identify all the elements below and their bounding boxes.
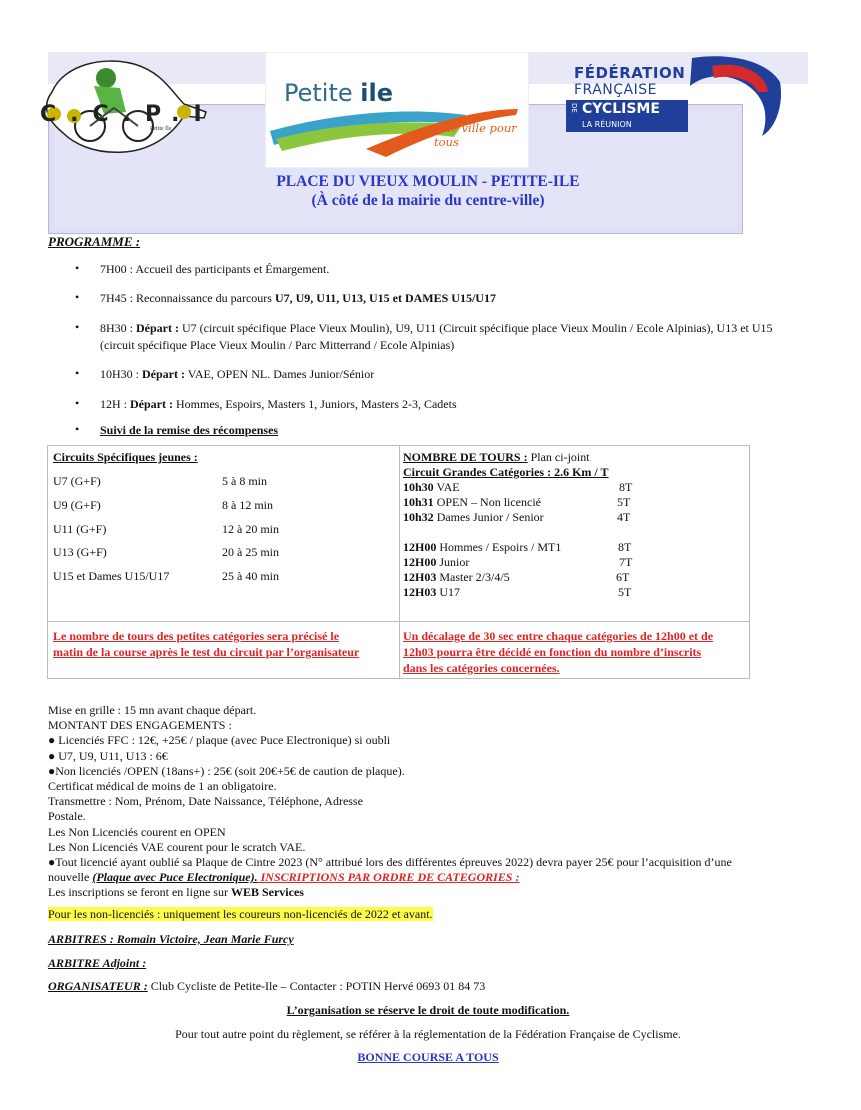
ccpi-logo-text: C.C.P.I [40,102,216,127]
reserve-rights: L’organisation se réserve le droit de toute modification. [286,1003,570,1017]
ffc-line1: FÉDÉRATION [574,64,686,82]
arbitre-adjoint: ARBITRE Adjoint : [48,956,147,970]
race-table [47,445,750,679]
bonne-course: BONNE COURSE A TOUS [357,1050,499,1064]
youth-laps-note: Le nombre de tours des petites catégories sera précisé le matin de la course après le test du circuit par l’organisateur [53,629,360,659]
plate-note: ●Tout licencié ayant oublié sa Plaque de Cintre 2023 (N° attribué lors des différentes épreuves 2022) devra payer 25€ pour l’acquisition d’une [48,855,732,870]
circuit-title: Circuit Grandes Catégories : 2.6 Km / T [403,465,609,479]
petite-ile-swoosh [266,53,528,167]
petite-ile-title: Petite ile [284,79,394,107]
youth-row-cat: U7 (G+F) [53,474,101,488]
vae-note: Les Non Licenciés VAE courent pour le scratch VAE. [48,839,306,854]
programme-item-3: 8H30 : Départ : U7 (circuit spécifique Place Vieux Moulin), U9, U11 (Circuit spécifique place Vieux Moulin / Ecole Alpinias), U13 et U15 (circuit spécifique Place Vieux Moulin / Parc Mitterrand / Ecole Alpinias) [100,321,773,352]
laps-row: 12H03 U17 [403,585,461,599]
medical-certificate: Certificat médical de moins de 1 an obligatoire. [48,779,277,794]
youth-circuits-title: Circuits Spécifiques jeunes : [53,450,198,464]
bullet: • [75,396,80,410]
programme-item-6: Suivi de la remise des récompenses [100,423,279,437]
ccpi-logo [34,52,214,156]
ffc-bar [566,100,688,132]
programme-item-5: 12H : Départ : Hommes, Espoirs, Masters 1, Juniors, Masters 2-3, Cadets [100,397,457,411]
petite-ile-tagline: Une ville pour tous [434,121,517,149]
online-registration: Les inscriptions se feront en ligne sur WEB Services [48,885,304,900]
youth-row-time: 20 à 25 min [222,545,279,559]
entry-details [48,703,808,901]
laps-count: 8T [618,540,632,554]
youth-row-time: 8 à 12 min [222,498,273,512]
laps-count: 7T [619,555,633,569]
programme-heading: PROGRAMME : [48,234,141,249]
bullet: • [75,320,80,334]
transmit-info: Transmettre : Nom, Prénom, Date Naissance, Téléphone, Adresse [48,794,363,809]
ffc-de: DE [570,103,578,113]
bullet: • [75,422,80,436]
laps-row: 12H03 Master 2/3/4/5 [403,570,510,584]
laps-count: 5T [618,585,632,599]
youth-row-time: 25 à 40 min [222,569,279,583]
ffc-line4: LA RÉUNION [582,120,632,129]
fee-non-licensed: ●Non licenciés /OPEN (18ans+) : 25€ (soit 20€+5€ de caution de plaque). [48,763,405,778]
transmit-info-2: Postale. [48,809,86,824]
laps-count: 6T [616,570,630,584]
youth-row-time: 5 à 8 min [222,474,267,488]
petite-ile-logo [265,52,529,168]
grid-time: Mise en grille : 15 mn avant chaque départ. [48,703,257,717]
programme-item-2: 7H45 : Reconnaissance du parcours U7, U9, U11, U13, U15 et DAMES U15/U17 [100,291,496,305]
bullet: • [75,290,80,304]
fees-heading: MONTANT DES ENGAGEMENTS : [48,718,232,733]
rules-reference: Pour tout autre point du règlement, se référer à la réglementation de la Fédération Française de Cyclisme. [175,1027,681,1041]
youth-row-cat: U11 (G+F) [53,522,107,536]
table-divider-vertical [399,446,400,678]
fee-licensed: ● Licenciés FFC : 12€, +25€ / plaque (avec Puce Electronique) si oubli [48,733,391,748]
plate-note-2: nouvelle (Plaque avec Puce Electronique). INSCRIPTIONS PAR ORDRE DE CATEGORIES : [48,870,520,885]
programme-item-4: 10H30 : Départ : VAE, OPEN NL. Dames Junior/Sénior [100,367,375,381]
programme-item-1: 7H00 : Accueil des participants et Émargement. [100,262,330,276]
laps-row: 10h32 Dames Junior / Senior [403,510,544,524]
laps-row: 12H00 Junior [403,555,470,569]
ffc-logo [562,52,784,138]
laps-row: 10h31 OPEN – Non licencié [403,495,541,509]
ccpi-logo-small: Petite Ile [150,126,172,132]
start-delay-note: Un décalage de 30 sec entre chaque catégories de 12h00 et de 12h03 pourra être décidé en fonction du nombre d’inscrits dans les catégories concernées. [403,629,714,675]
bullet: • [75,261,80,275]
youth-row-time: 12 à 20 min [222,522,279,536]
bullet: • [75,366,80,380]
table-divider-horizontal [48,621,749,622]
ffc-line2: FRANÇAISE [574,82,657,98]
laps-count: 5T [617,495,631,509]
youth-row-cat: U15 et Dames U15/U17 [53,569,170,583]
laps-row: 10h30 VAE [403,480,460,494]
ffc-line3: CYCLISME [582,101,660,117]
location-line1: PLACE DU VIEUX MOULIN - PETITE-ILE [276,173,580,190]
organisateur: ORGANISATEUR : Club Cycliste de Petite-Ile – Contacter : POTIN Hervé 0693 01 84 73 [48,979,486,993]
laps-title: NOMBRE DE TOURS : Plan ci-joint [403,450,590,464]
location-line2: (À côté de la mairie du centre-ville) [311,192,545,209]
event-location [48,172,808,210]
laps-count: 8T [619,480,633,494]
fee-youth: ● U7, U9, U11, U13 : 6€ [48,748,168,763]
youth-row-cat: U13 (G+F) [53,545,107,559]
non-licensed-highlight: Pour les non-licenciés : uniquement les coureurs non-licenciés de 2022 et avant. [48,907,433,921]
arbitres: ARBITRES : Romain Victoire, Jean Marie Furcy [48,932,294,946]
open-note: Les Non Licenciés courent en OPEN [48,824,226,839]
laps-count: 4T [617,510,631,524]
laps-row: 12H00 Hommes / Espoirs / MT1 [403,540,562,554]
youth-row-cat: U9 (G+F) [53,498,101,512]
